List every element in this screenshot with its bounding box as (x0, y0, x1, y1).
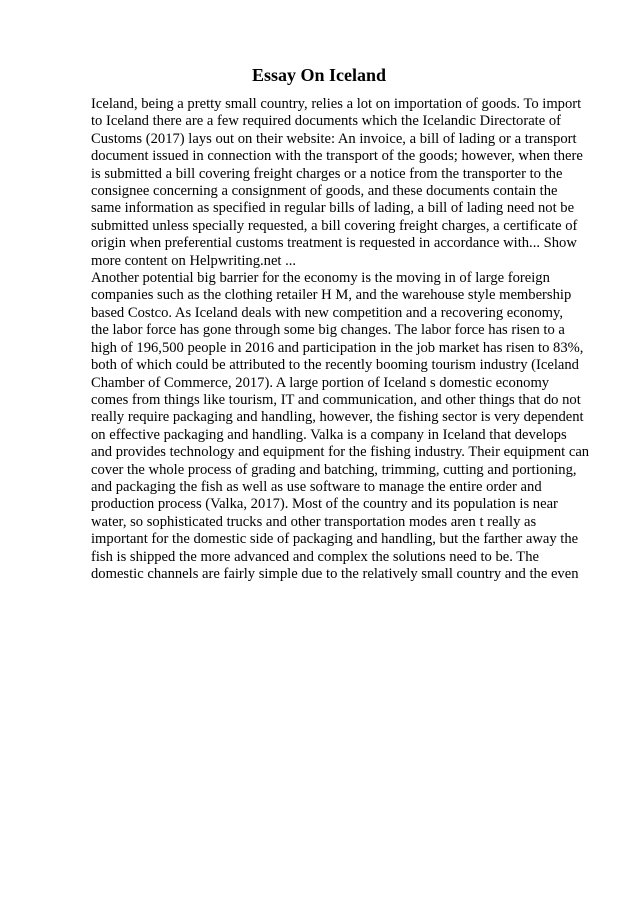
document-title: Essay On Iceland (251, 65, 387, 85)
text-line: more content on Helpwriting.net ... (91, 252, 297, 269)
text-line: high of 196,500 people in 2016 and participation in the job market has risen to 83%, (91, 339, 584, 356)
text-line: the labor force has gone through some big changes. The labor force has risen to a (91, 322, 565, 339)
text-line: really require packaging and handling, however, the fishing sector is very dependent (91, 409, 584, 426)
text-line: document issued in connection with the transport of the goods; however, when there (91, 148, 583, 165)
text-line: important for the domestic side of packaging and handling, but the farther away the (91, 531, 579, 548)
text-line: Iceland, being a pretty small country, relies a lot on importation of goods. To import (91, 96, 582, 112)
text-line: fish is shipped the more advanced and complex the solutions need to be. The (91, 548, 539, 565)
text-line: and packaging the fish as well as use software to manage the entire order and (91, 478, 542, 495)
text-line: same information as specified in regular bills of lading, a bill of lading need not be (91, 200, 575, 217)
text-line: submitted unless specially requested, a bill covering freight charges, a certificate of (91, 217, 578, 234)
text-line: is submitted a bill covering freight charges or a notice from the transporter to the (91, 165, 563, 182)
text-line: domestic channels are fairly simple due to the relatively small country and the even (91, 565, 579, 582)
text-line: Customs (2017) lays out on their website: An invoice, a bill of lading or a transport (91, 130, 577, 147)
text-line: water, so sophisticated trucks and other transportation modes aren t really as (91, 513, 537, 530)
text-line: production process (Valka, 2017). Most of the country and its population is near (91, 496, 558, 513)
text-line: to Iceland there are a few required documents which the Icelandic Directorate of (91, 113, 562, 130)
text-line: cover the whole process of grading and batching, trimming, cutting and portioning, (91, 461, 577, 478)
text-line: consignee concerning a consignment of goods, and these documents contain the (91, 183, 558, 200)
text-line: Chamber of Commerce, 2017). A large portion of Iceland s domestic economy (91, 374, 550, 391)
text-line: based Costco. As Iceland deals with new competition and a recovering economy, (91, 304, 563, 321)
text-line: Another potential big barrier for the economy is the moving in of large foreign (91, 270, 550, 287)
text-line: origin when preferential customs treatment is requested in accordance with... Show (91, 235, 577, 252)
text-line: both of which could be attributed to the recently booming tourism industry (Iceland (91, 357, 579, 374)
text-line: comes from things like tourism, IT and communication, and other things that do not (91, 391, 581, 408)
text-line: and provides technology and equipment for the fishing industry. Their equipment can (91, 444, 590, 461)
essay-body (91, 96, 601, 583)
text-line: companies such as the clothing retailer H M, and the warehouse style membership (91, 287, 572, 304)
text-line: on effective packaging and handling. Valka is a company in Iceland that develops (91, 426, 567, 443)
